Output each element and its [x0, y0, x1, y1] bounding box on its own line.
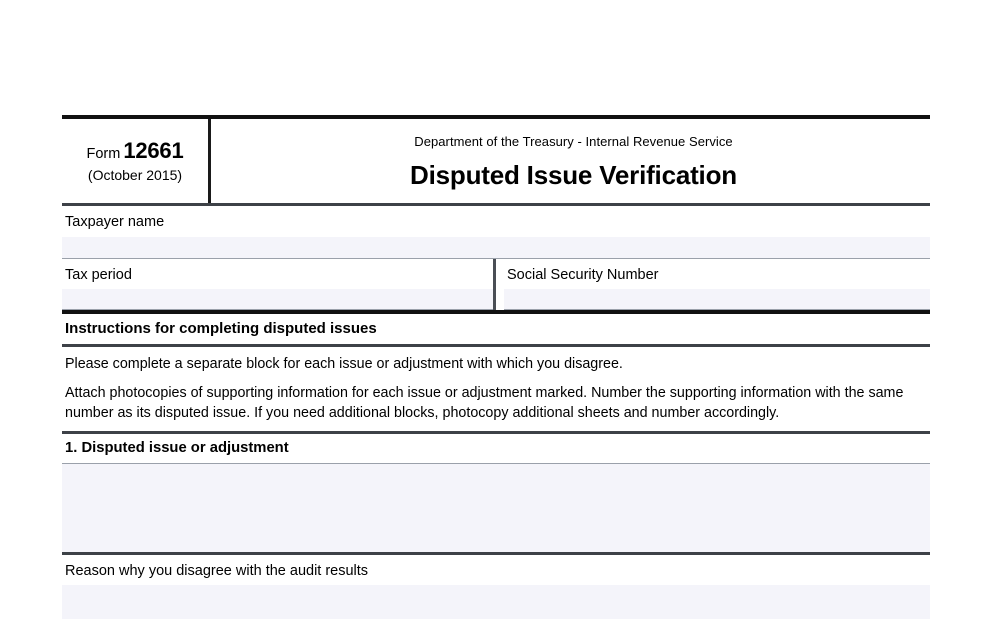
page-title: Disputed Issue Verification	[410, 159, 737, 190]
form-revision-date: (October 2015)	[87, 167, 183, 184]
disputed-issue-textarea[interactable]	[62, 464, 930, 552]
ssn-label: Social Security Number	[507, 266, 659, 283]
form-number: 12661	[123, 137, 184, 163]
instructions-paragraph-1: Please complete a separate block for each issue or adjustment with which you disagree.	[65, 355, 623, 372]
reason-textarea[interactable]	[62, 585, 930, 619]
form-identifier-cell	[62, 119, 211, 203]
ssn-bottom-rule	[504, 309, 930, 310]
tax-period-field	[62, 259, 496, 311]
taxpayer-name-field	[62, 206, 930, 258]
disputed-issue-heading: 1. Disputed issue or adjustment	[65, 440, 289, 457]
ssn-input[interactable]	[504, 289, 930, 309]
tax-period-ssn-row	[62, 259, 930, 311]
tax-period-label: Tax period	[65, 266, 132, 283]
tax-period-bottom-rule	[62, 309, 493, 310]
form-12661	[62, 115, 930, 619]
reason-label: Reason why you disagree with the audit results	[65, 562, 369, 579]
ssn-field	[496, 259, 930, 311]
instructions-paragraph-2: Attach photocopies of supporting information for each issue or adjustment marked. Number the supporting information with the same number as its disputed issue. If you need additional blocks, photocopy additional sheets and number accordingly.	[65, 384, 904, 422]
taxpayer-name-label: Taxpayer name	[65, 214, 165, 230]
tax-period-input[interactable]	[62, 289, 493, 309]
taxpayer-name-row	[62, 206, 930, 258]
form-number-line	[86, 139, 183, 163]
form-title-cell	[211, 119, 930, 203]
form-header	[62, 119, 930, 203]
agency-line: Department of the Treasury - Internal Revenue Service	[414, 133, 733, 149]
instructions-heading: Instructions for completing disputed issues	[65, 320, 377, 337]
instructions-body	[62, 347, 930, 432]
taxpayer-name-input[interactable]	[62, 237, 930, 258]
form-label: Form	[86, 145, 121, 162]
